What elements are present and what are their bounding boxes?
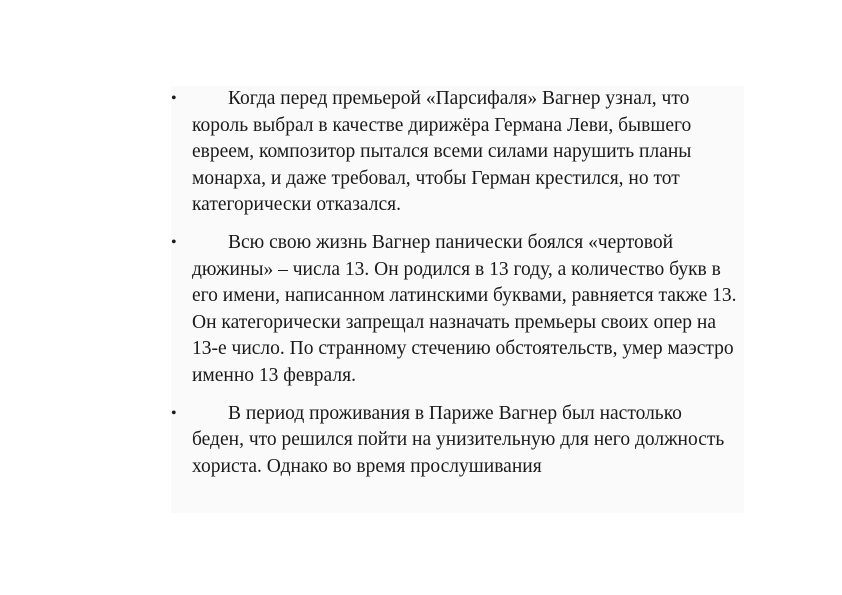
bullet-icon: • xyxy=(171,404,177,422)
bullet-icon: • xyxy=(171,233,177,251)
list-item xyxy=(171,230,744,390)
paragraph-text: В период проживания в Париже Вагнер был настолько беден, что решился пойти на унизительную для него должность хориста. Однако во время прослушивания xyxy=(192,402,725,477)
bullet-icon: • xyxy=(171,90,177,107)
text-box xyxy=(171,86,744,513)
paragraph-text: Всю свою жизнь Вагнер панически боялся «чертовой дюжины» – числа 13. Он родился в 13 году, а количество букв в его имени, написанном латинскими буквами, равняется также 13. Он категорически запрещал назначать премьеры своих опер на 13-е число. По странному стечению обстоятельств, умер маэстро именно 13 февраля. xyxy=(192,231,737,386)
bullet-list xyxy=(171,86,744,480)
list-item xyxy=(171,401,744,481)
paragraph-text: Когда перед премьерой «Парсифаля» Вагнер узнал, что король выбрал в качестве дирижёра Германа Леви, бывшего евреем, композитор пытался всеми силами нарушить планы монарха, и даже требовал, чтобы Герман крестился, но тот категорически отказался. xyxy=(192,88,692,216)
list-item xyxy=(171,86,744,219)
